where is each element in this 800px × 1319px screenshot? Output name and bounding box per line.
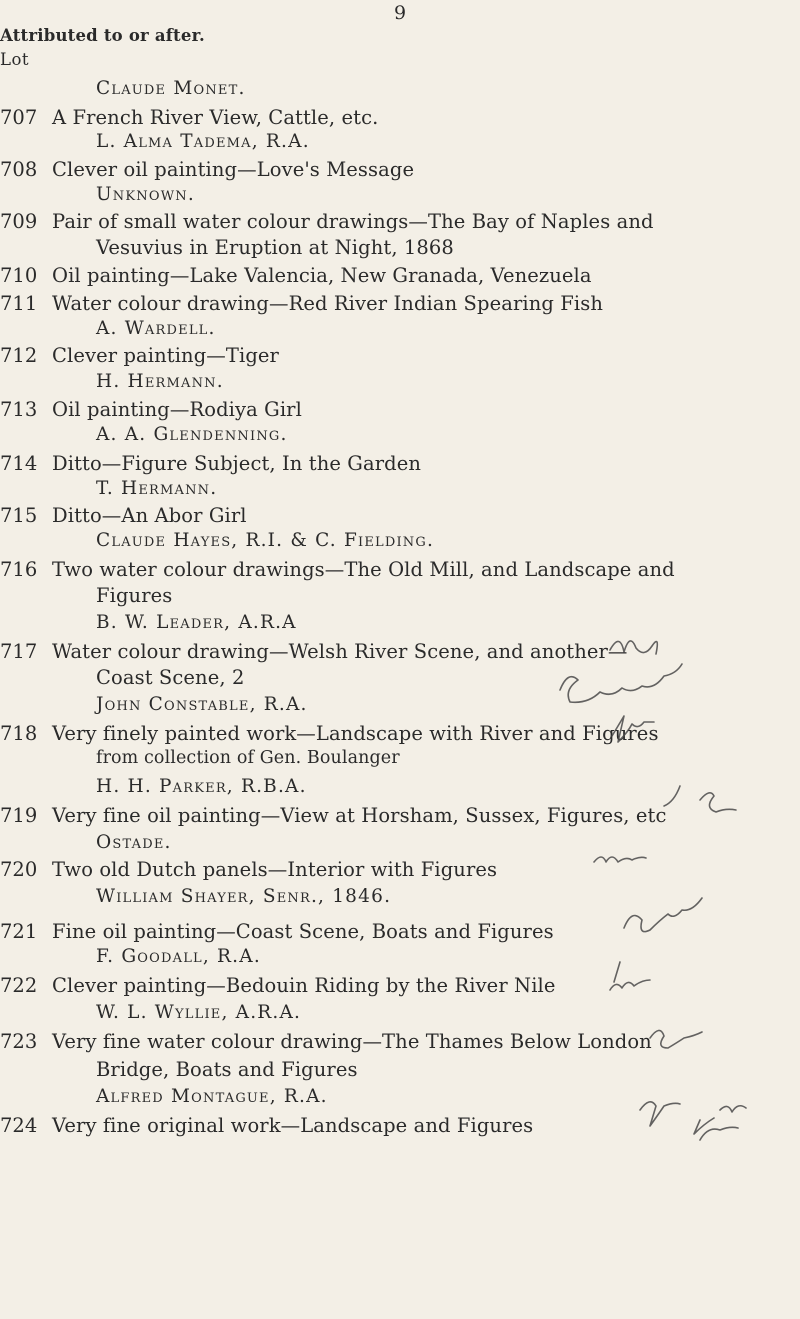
lot-number: 724 (0, 1114, 38, 1137)
lot-number: 721 (0, 920, 38, 943)
page-number: 9 (393, 2, 407, 24)
lot-description: Water colour drawing—Red River Indian Spearing Fish (52, 292, 603, 315)
lot-number: 708 (0, 158, 38, 181)
lot-description: Two water colour drawings—The Old Mill, and Landscape and (52, 558, 675, 581)
artist-name: Claude Monet. (96, 78, 246, 99)
artist-name: H. Hermann. (96, 371, 224, 392)
lot-number: 714 (0, 452, 38, 475)
lot-number: 723 (0, 1030, 38, 1053)
pencil-scribble (650, 1030, 702, 1048)
lot-description-continued: Coast Scene, 2 (96, 666, 245, 689)
artist-name: William Shayer, Senr., 1846. (96, 886, 392, 907)
pencil-scribble (594, 857, 646, 862)
lot-number: 707 (0, 106, 38, 129)
lot-description: Fine oil painting—Coast Scene, Boats and Figures (52, 920, 554, 943)
lot-number: 722 (0, 974, 38, 997)
lot-description: Pair of small water colour drawings—The Bay of Naples and (52, 210, 654, 233)
lot-description: Water colour drawing—Welsh River Scene, and another— (52, 640, 628, 663)
lot-description-continued: Figures (96, 584, 173, 607)
lot-number: 719 (0, 804, 38, 827)
header-lot-label: Lot (0, 50, 30, 69)
artist-name: Claude Hayes, R.I. & C. Fielding. (96, 530, 435, 551)
lot-description-continued: Vesuvius in Eruption at Night, 1868 (96, 236, 454, 259)
lot-number: 717 (0, 640, 38, 663)
artist-name: W. L. Wyllie, A.R.A. (96, 1002, 302, 1023)
lot-description: Clever painting—Bedouin Riding by the River Nile (52, 974, 556, 997)
pencil-scribble (560, 664, 682, 702)
lot-number: 710 (0, 264, 38, 287)
lot-description: Very fine original work—Landscape and Figures (52, 1114, 534, 1137)
lot-number: 718 (0, 722, 38, 745)
lot-description: Oil painting—Lake Valencia, New Granada, Venezuela (52, 264, 592, 287)
lot-description-continued: Bridge, Boats and Figures (96, 1058, 358, 1081)
lot-description: Ditto—Figure Subject, In the Garden (52, 452, 421, 475)
pencil-scribble (664, 786, 736, 812)
artist-name: Alfred Montague, R.A. (96, 1086, 328, 1107)
lot-description: Very fine water colour drawing—The Thames Below London (52, 1030, 652, 1053)
lot-description: Very fine oil painting—View at Horsham, Sussex, Figures, etc (52, 804, 667, 827)
lot-number: 716 (0, 558, 38, 581)
pencil-scribble (610, 980, 650, 990)
lot-number: 709 (0, 210, 38, 233)
artist-name: A. A. Glendenning. (96, 424, 288, 445)
lot-description: Oil painting—Rodiya Girl (52, 398, 302, 421)
lot-description: Clever painting—Tiger (52, 344, 279, 367)
artist-name: B. W. Leader, A.R.A (96, 612, 297, 633)
artist-name: L. Alma Tadema, R.A. (96, 131, 310, 152)
artist-name: Unknown. (96, 184, 195, 205)
artist-name: F. Goodall, R.A. (96, 946, 261, 967)
artist-name: T. Hermann. (96, 478, 218, 499)
lot-number: 712 (0, 344, 38, 367)
lot-number: 711 (0, 292, 38, 315)
pencil-scribble (614, 898, 702, 982)
pencil-scribble (640, 1102, 746, 1140)
lot-description: Two old Dutch panels—Interior with Figures (52, 858, 498, 881)
lot-description: A French River View, Cattle, etc. (52, 106, 379, 129)
lot-number: 713 (0, 398, 38, 421)
lot-description: Very finely painted work—Landscape with River and Figures (52, 722, 659, 745)
header-attribution: Attributed to or after. (0, 26, 205, 45)
artist-name: H. H. Parker, R.B.A. (96, 776, 307, 797)
lot-description: Clever oil painting—Love's Message (52, 158, 415, 181)
lot-description-continued: from collection of Gen. Boulanger (96, 748, 400, 768)
artist-name: Ostade. (96, 832, 172, 853)
lot-description: Ditto—An Abor Girl (52, 504, 247, 527)
lot-number: 720 (0, 858, 38, 881)
lot-number: 715 (0, 504, 38, 527)
artist-name: A. Wardell. (96, 318, 216, 339)
artist-name: John Constable, R.A. (96, 694, 308, 715)
